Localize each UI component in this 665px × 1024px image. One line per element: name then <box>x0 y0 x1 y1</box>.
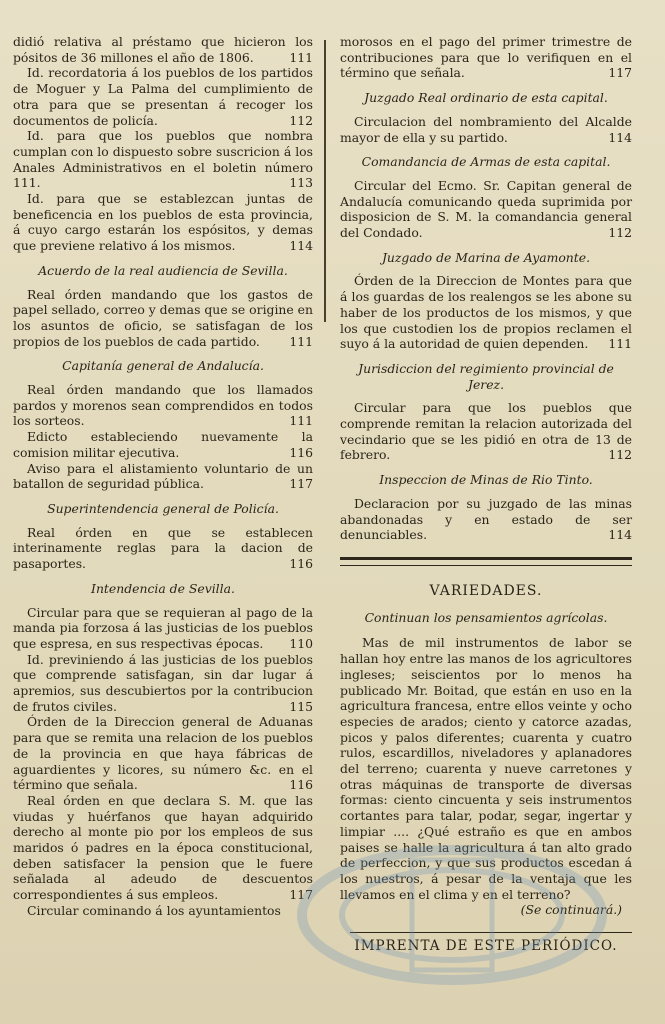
entry-page-number: 111 <box>289 333 313 349</box>
entry-page-number: 115 <box>289 698 313 714</box>
index-entry <box>13 525 313 572</box>
entry-page-number: 111 <box>289 49 313 65</box>
entry-text: Real órden en que se establecen interinamente reglas para la dacion de pasaportes. <box>13 524 313 572</box>
column-divider <box>324 40 326 322</box>
entry-text: Aviso para el alistamiento voluntario de un batallon de seguridad pública. <box>13 460 313 492</box>
entry-text: Órden de la Direccion general de Aduanas para que se remita una relacion de los pueblos de la provincia en que haya fábricas de aguardientes y licores, su número &c. en el término que señala. <box>13 714 313 793</box>
imprenta-rule <box>350 932 632 933</box>
entry-text: Circular para que los pueblos que comprende remitan la relacion autorizada del vecindario que se les pidió en otra de 13 de febrero. <box>340 400 632 463</box>
index-entry <box>13 34 313 65</box>
right-group-5 <box>340 400 632 463</box>
entry-text: Circulacion del nombramiento del Alcalde mayor de ella y su partido. <box>340 113 632 145</box>
entry-text: Id. recordatoria á los pueblos de los partidos de Moguer y La Palma del cumplimiento de otra para que se presentan á recoger los documentos de policía. <box>13 65 313 128</box>
entry-text: Real órden mandando que los llamados pardos y morenos sean comprendidos en todos los sorteos. <box>13 382 313 429</box>
section-heading: Intendencia de Sevilla. <box>91 580 235 596</box>
left-group-5 <box>13 605 313 919</box>
index-entry <box>13 461 313 492</box>
article-signoff: (Se continuará.) <box>520 902 622 918</box>
section-separator <box>340 557 632 566</box>
index-entry <box>340 34 632 81</box>
index-entry <box>13 903 313 919</box>
left-group-1 <box>13 34 313 254</box>
section-heading: Inspeccion de Minas de Rio Tinto. <box>379 472 593 488</box>
index-entry <box>13 605 313 652</box>
entry-page-number: 112 <box>608 225 632 241</box>
entry-text: Órden de la Direccion de Montes para que á los guardas de los realengos se les abone su haber de los productos de los mismos, y que los que custodien los de propios reclamen el suyo á la autoridad de quien dependen. <box>340 273 632 352</box>
index-entry <box>340 496 632 543</box>
entry-page-number: 111 <box>608 336 632 352</box>
entry-page-number: 114 <box>289 238 313 254</box>
section-heading: Superintendencia general de Policía. <box>47 500 279 516</box>
right-column <box>340 34 632 955</box>
section-heading: Juzgado Real ordinario de esta capital. <box>364 90 608 106</box>
entry-page-number: 117 <box>608 65 632 81</box>
entry-text: Id. para que se establezcan juntas de beneficencia en los pueblos de esta provincia, á cuyo cargo estarán los espósitos, y demas que previene relativo á los mismos. <box>13 191 313 254</box>
index-entry <box>340 114 632 145</box>
entry-text: Circular cominando á los ayuntamientos <box>27 902 281 918</box>
article-body: Mas de mil instrumentos de labor se hallan hoy entre las manos de los agricultores ingleses; seiscientos por lo menos ha publicado Mr. Boitad, que están en uso en la agricultura francesa, entre ellos veinte y ocho especies de arados; ciento y catorce azadas, picos y palos diferentes; cuarenta y cuatro rulos, escardillos, niveladores y aplanadores del terreno; cuarenta y nueve carretones y otras máquinas de transporte de diversas formas: ciento cincuenta y seis instrumentos cortantes para talar, podar, segar, ingertar y limpiar .... ¿Qué estraño es que en ambos paises se halle la agricultura á tan alto grado de perfeccion, y que sus productos escedan á los nuestros, á pesar de la ventaja que les llevamos en el clima y en el terreno? <box>340 635 632 902</box>
section-heading: Juzgado de Marina de Ayamonte. <box>381 249 591 265</box>
entry-text: Real órden mandando que los gastos de papel sellado, correo y demas que se origine en los asuntos de oficio, se satisfagan de los propios de los pueblos de cada partido. <box>13 286 313 349</box>
imprenta-footer: IMPRENTA DE ESTE PERIÓDICO. <box>354 938 618 955</box>
index-entry <box>13 652 313 715</box>
entry-page-number: 114 <box>608 129 632 145</box>
right-group-2 <box>340 114 632 145</box>
index-entry <box>13 287 313 350</box>
left-group-2 <box>13 287 313 350</box>
entry-text: Edicto estableciendo nuevamente la comision militar ejecutiva. <box>13 429 313 460</box>
index-entry <box>13 429 313 460</box>
section-heading: Jurisdiccion del regimiento provincial de Jerez. <box>358 360 614 392</box>
index-entry <box>340 400 632 463</box>
entry-page-number: 110 <box>289 635 313 651</box>
entry-text: Id. para que los pueblos que nombra cumplan con lo dispuesto sobre suscricion á los Anales Administrativos en el boletin número 111. <box>13 128 313 191</box>
entry-page-number: 117 <box>289 887 313 903</box>
index-entry <box>13 128 313 191</box>
entry-page-number: 116 <box>289 556 313 572</box>
index-entry <box>13 382 313 429</box>
entry-text: morosos en el pago del primer trimestre de contribuciones para que lo verifiquen en el término que señala. <box>340 34 632 81</box>
entry-text: didió relativa al préstamo que hicieron los pósitos de 36 millones el año de 1806. <box>13 34 313 65</box>
left-group-3 <box>13 382 313 492</box>
left-column <box>13 34 313 919</box>
entry-page-number: 111 <box>289 413 313 429</box>
entry-page-number: 112 <box>608 447 632 463</box>
variedades-title: VARIEDADES. <box>429 582 543 599</box>
entry-text: Id. previniendo á las justicias de los pueblos que comprende satisfagan, sin dar lugar á apremios, sus descubiertos por la contribucion de frutos civiles. <box>13 651 313 714</box>
right-group-4 <box>340 273 632 352</box>
entry-text: Circular para que se requieran al pago de la manda pia forzosa á las justicias de los pueblos que espresa, en sus respectivas épocas. <box>13 604 313 651</box>
section-heading: Comandancia de Armas de esta capital. <box>361 154 611 170</box>
index-entry <box>340 178 632 241</box>
right-group-6 <box>340 496 632 543</box>
index-entry <box>13 793 313 903</box>
entry-page-number: 116 <box>289 444 313 460</box>
entry-text: Real órden en que declara S. M. que las viudas y huérfanos que hayan adquirido derecho al monte pio por los empleos de sus maridos ó padres en la época constitucional, deben satisfacer la pension que le fuere señalada al adeudo de descuentos correspondientes á sus empleos. <box>13 792 313 903</box>
index-entry <box>340 273 632 352</box>
section-heading: Acuerdo de la real audiencia de Sevilla. <box>38 262 288 278</box>
entry-text: Circular del Ecmo. Sr. Capitan general de Andalucía comunicando queda suprimida por disposicion de S. M. la comandancia general del Condado. <box>340 177 632 241</box>
index-entry <box>13 714 313 793</box>
entry-page-number: 117 <box>289 476 313 492</box>
entry-page-number: 114 <box>608 527 632 543</box>
right-group-1 <box>340 34 632 81</box>
index-entry <box>13 191 313 254</box>
section-heading: Capitanía general de Andalucía. <box>62 358 264 374</box>
entry-page-number: 116 <box>289 777 313 793</box>
article-subtitle: Continuan los pensamientos agrícolas. <box>364 609 608 625</box>
left-group-4 <box>13 525 313 572</box>
right-group-3 <box>340 178 632 241</box>
entry-text: Declaracion por su juzgado de las minas abandonadas y en estado de ser denunciables. <box>340 495 632 543</box>
index-entry <box>13 65 313 128</box>
entry-page-number: 112 <box>289 112 313 128</box>
entry-page-number: 113 <box>289 175 313 191</box>
